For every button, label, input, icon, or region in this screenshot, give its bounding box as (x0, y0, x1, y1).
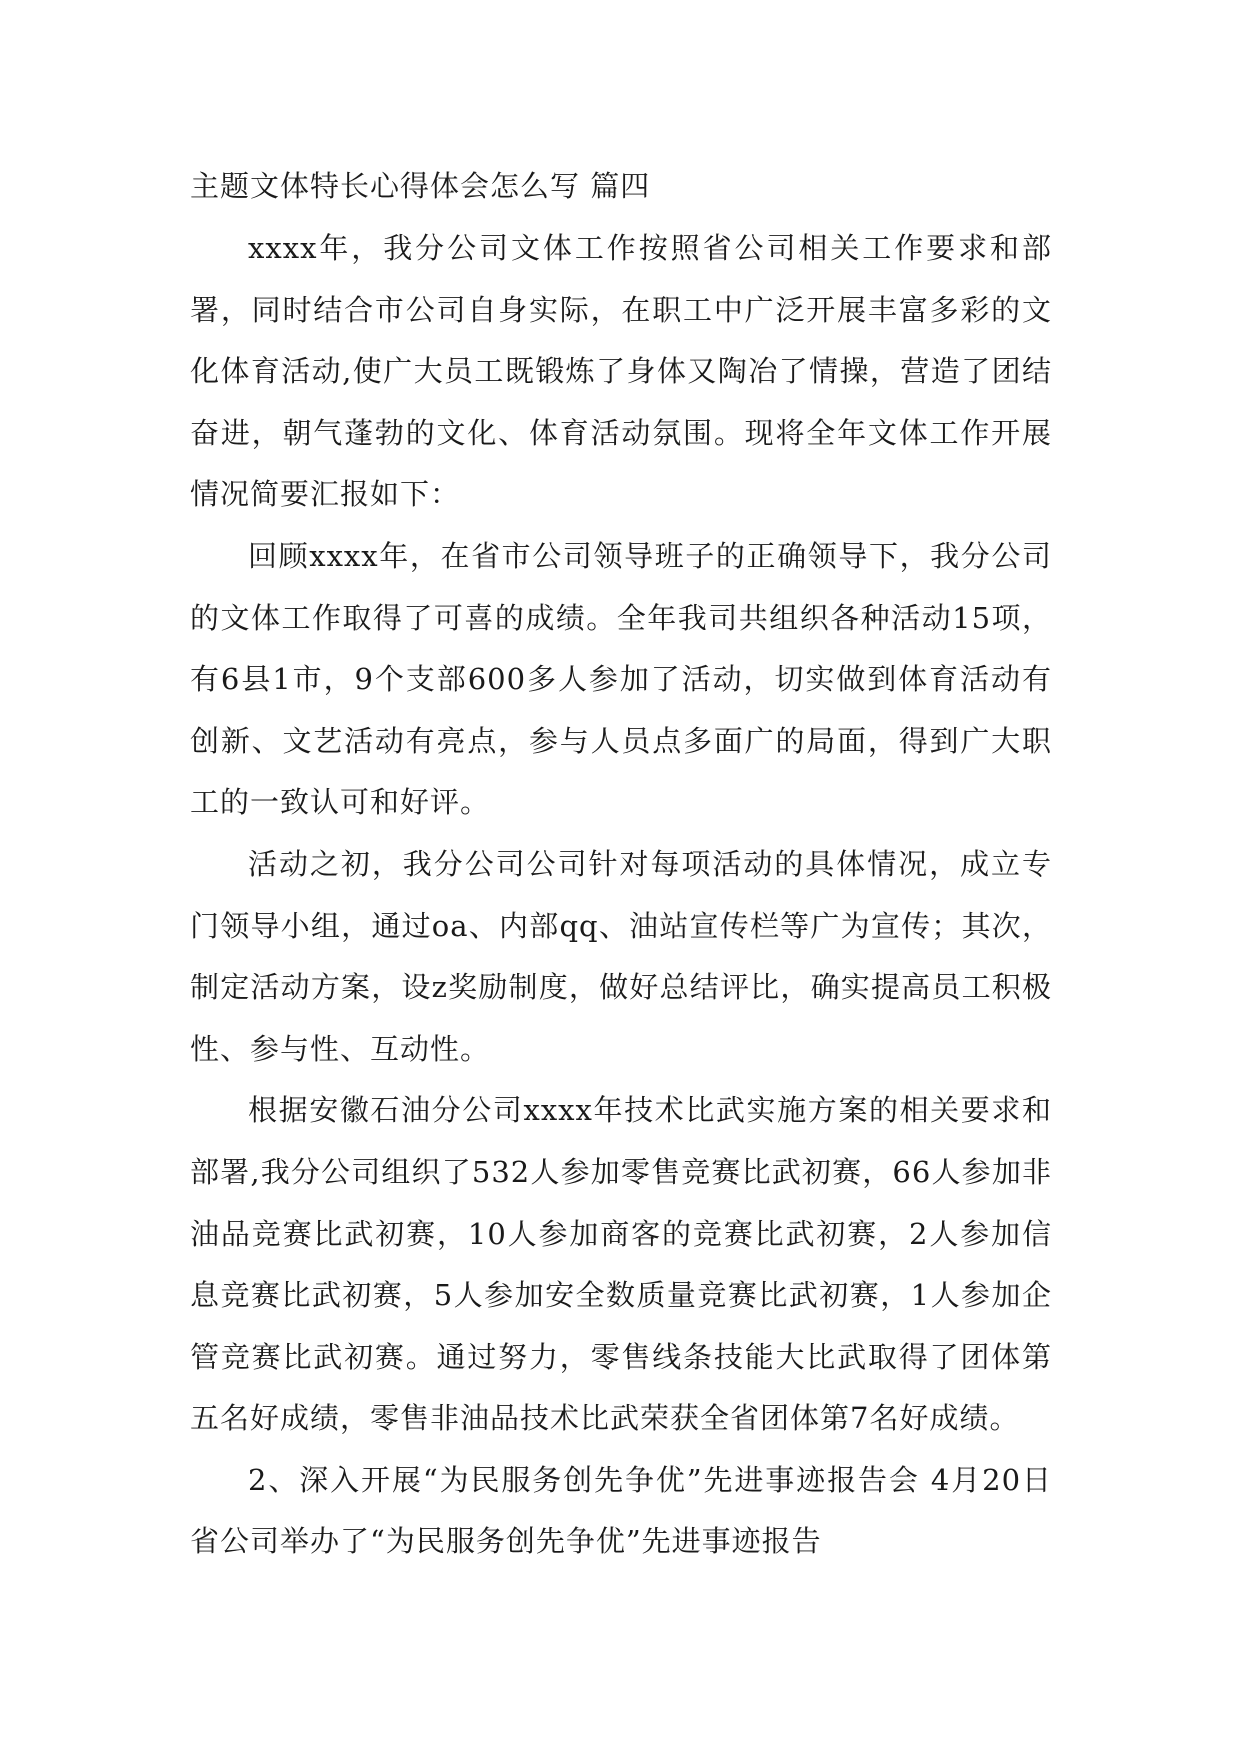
paragraph-5: 2、深入开展“为民服务创先争优”先进事迹报告会 4月20日省公司举办了“为民服务创先争优”先进事迹报告 (190, 1462, 1052, 1559)
document-body (190, 218, 1052, 1573)
document-title: 主题文体特长心得体会怎么写 篇四 (190, 169, 651, 203)
paragraph-2: 回顾xxxx年，在省市公司领导班子的正确领导下，我分公司的文体工作取得了可喜的成绩。全年我司共组织各种活动15项，有6县1市，9个支部600多人参加了活动，切实做到体育活动有创新、文艺活动有亮点，参与人员点多面广的局面，得到广大职工的一致认可和好评。 (190, 538, 1052, 820)
paragraph-3: 活动之初，我分公司公司针对每项活动的具体情况，成立专门领导小组，通过oa、内部qq、油站宣传栏等广为宣传；其次，制定活动方案，设z奖励制度，做好总结评比，确实提高员工积极性、参与性、互动性。 (190, 846, 1052, 1066)
paragraph-4: 根据安徽石油分公司xxxx年技术比武实施方案的相关要求和部署,我分公司组织了532人参加零售竞赛比武初赛，66人参加非油品竞赛比武初赛，10人参加商客的竞赛比武初赛，2人参加信息竞赛比武初赛，5人参加安全数质量竞赛比武初赛，1人参加企管竞赛比武初赛。通过努力，零售线条技能大比武取得了团体第五名好成绩，零售非油品技术比武荣获全省团体第7名好成绩。 (190, 1093, 1052, 1436)
paragraph-1: xxxx年，我分公司文体工作按照省公司相关工作要求和部署，同时结合市公司自身实际，在职工中广泛开展丰富多彩的文化体育活动,使广大员工既锻炼了身体又陶冶了情操，营造了团结奋进，朝气蓬勃的文化、体育活动氛围。现将全年文体工作开展情况简要汇报如下： (190, 231, 1052, 512)
